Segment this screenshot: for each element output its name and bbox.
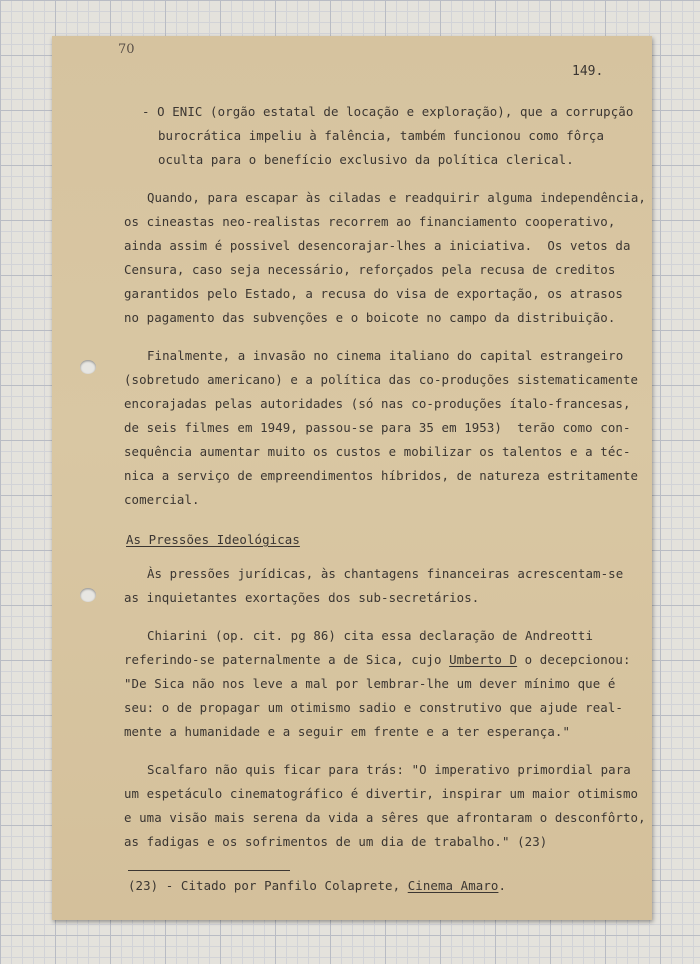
film-title: Umberto D xyxy=(449,652,518,667)
text-line: - O ENIC (orgão estatal de locação e exploração), que a corrupção xyxy=(142,104,634,119)
footnote: (23) - Citado por Panfilo Colaprete, Cinema Amaro. xyxy=(128,878,506,893)
text-line: garantidos pelo Estado, a recusa do visa de exportação, os atrasos xyxy=(124,286,623,301)
text-line: nica a serviço de empreendimentos híbridos, de natureza estritamente xyxy=(124,468,639,483)
punch-hole xyxy=(80,360,96,374)
handwritten-page-number: 70 xyxy=(118,42,135,57)
text-line: "De Sica não nos leve a mal por lembrar-lhe um dever mínimo que é xyxy=(124,676,616,691)
text-line: Quando, para escapar às ciladas e readquirir alguma independência, xyxy=(147,190,646,205)
text-line: Finalmente, a invasão no cinema italiano do capital estrangeiro xyxy=(147,348,624,363)
text-line: Chiarini (op. cit. pg 86) cita essa declaração de Andreotti xyxy=(147,628,594,643)
text-line: seu: o de propagar um otimismo sadio e construtivo que ajude real- xyxy=(124,700,623,715)
footnote-rule xyxy=(128,870,290,871)
text-line: mente a humanidade e a seguir em frente e a ter esperança." xyxy=(124,724,571,739)
text-line: referindo-se paternalmente a de Sica, cujo Umberto D o decepcionou: xyxy=(124,652,631,667)
text-line: encorajadas pelas autoridades (só nas co-produções ítalo-francesas, xyxy=(124,396,631,411)
section-heading: As Pressões Ideológicas xyxy=(126,532,300,547)
text-line: as fadigas e os sofrimentos de um dia de trabalho." (23) xyxy=(124,834,548,849)
text-line: Scalfaro não quis ficar para trás: "O imperativo primordial para xyxy=(147,762,631,777)
footnote-source: Cinema Amaro xyxy=(407,878,499,893)
page-number: 149. xyxy=(572,64,604,79)
text-line: oculta para o benefício exclusivo da política clerical. xyxy=(158,152,574,167)
text-line: os cineastas neo-realistas recorrem ao financiamento cooperativo, xyxy=(124,214,616,229)
text-line: (sobretudo americano) e a política das co-produções sistematicamente xyxy=(124,372,639,387)
text-line: ainda assim é possivel desencorajar-lhes a iniciativa. Os vetos da xyxy=(124,238,631,253)
text-line: no pagamento das subvenções e o boicote no campo da distribuição. xyxy=(124,310,616,325)
punch-hole xyxy=(80,588,96,602)
text-line: e uma visão mais serena da vida a sêres que afrontaram o desconfôrto, xyxy=(124,810,646,825)
text-line: Censura, caso seja necessário, reforçados pela recusa de creditos xyxy=(124,262,616,277)
text-line: de seis filmes em 1949, passou-se para 35 em 1953) terão como con- xyxy=(124,420,631,435)
text-line: as inquietantes exortações dos sub-secretários. xyxy=(124,590,480,605)
text-line: sequência aumentar muito os custos e mobilizar os talentos e a téc- xyxy=(124,444,631,459)
text-line: Às pressões jurídicas, às chantagens financeiras acrescentam-se xyxy=(147,566,624,581)
text-line: comercial. xyxy=(124,492,200,507)
typewritten-page xyxy=(52,36,652,920)
text-line: burocrática impeliu à falência, também funcionou como fôrça xyxy=(158,128,605,143)
text-line: um espetáculo cinematográfico é divertir, inspirar um maior otimismo xyxy=(124,786,639,801)
